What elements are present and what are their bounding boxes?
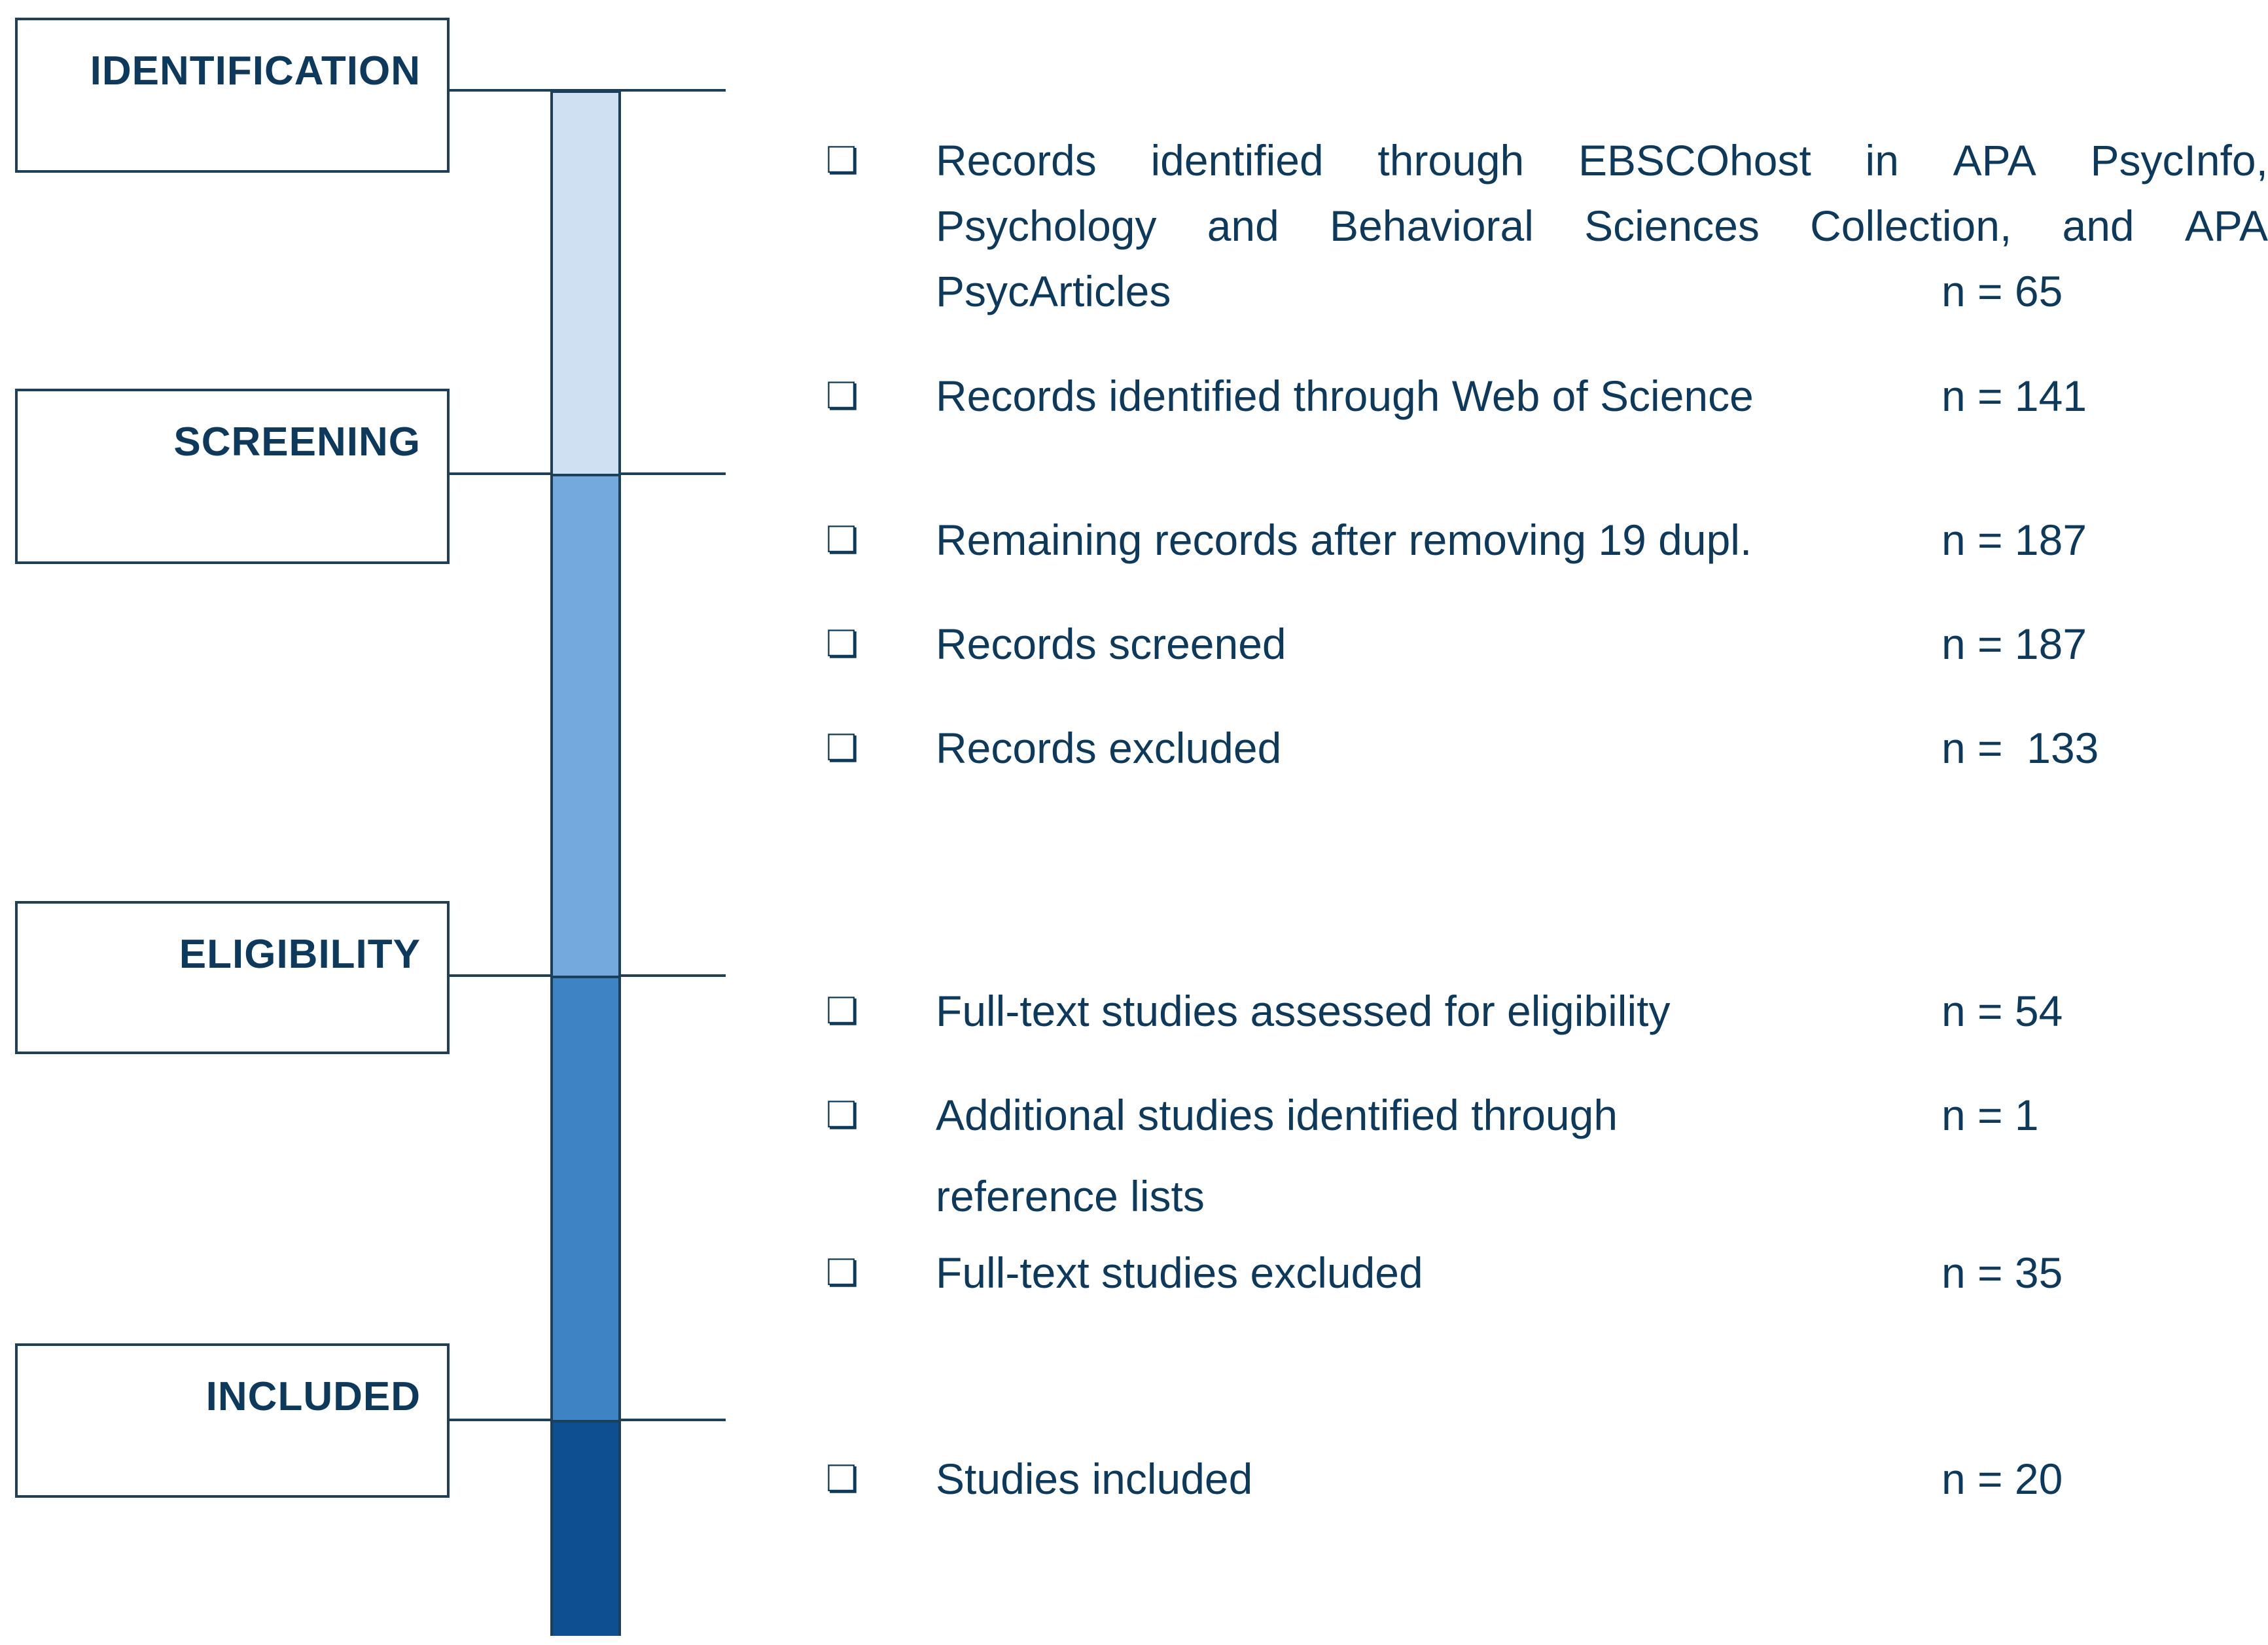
- item-count-studies-included: n = 20: [1941, 1455, 2063, 1503]
- item-count-additional-studies: n = 1: [1941, 1091, 2039, 1139]
- stage-box-screening: [15, 389, 450, 564]
- stage-label-identification: IDENTIFICATION: [90, 48, 421, 94]
- item-text-ebscohost: [936, 128, 2268, 324]
- item-text-records-screened: Records screened: [936, 620, 1286, 668]
- checkbox-icon: ❏: [826, 1458, 859, 1499]
- stage-box-eligibility: [15, 901, 450, 1054]
- item-text-full-text-assessed: Full-text studies assessed for eligibility: [936, 987, 1671, 1035]
- word: and: [1207, 202, 1279, 250]
- item-text-records-excluded: Records excluded: [936, 724, 1282, 772]
- checkbox-icon: ❏: [826, 990, 859, 1031]
- item-count-full-text-excluded: n = 35: [1941, 1248, 2063, 1297]
- word: in: [1865, 136, 1899, 185]
- stage-box-identification: [15, 18, 450, 173]
- text-line-1: [936, 128, 2268, 193]
- item-text-additional-studies: Additional studies identified through: [936, 1091, 1618, 1139]
- item-count-records-screened: n = 187: [1941, 620, 2087, 668]
- stage-label-eligibility: ELIGIBILITY: [179, 932, 421, 977]
- checkbox-icon: ❏: [826, 1252, 859, 1293]
- bar-segment-included: [550, 1420, 621, 1636]
- item-count-records-excluded: n = 133: [1941, 724, 2099, 772]
- text-line-3: [936, 258, 2268, 324]
- item-text-remaining-records: Remaining records after removing 19 dupl.: [936, 516, 1752, 564]
- checkbox-icon: ❏: [826, 139, 859, 181]
- word: PsycInfo,: [2090, 136, 2268, 185]
- word: identified: [1150, 136, 1324, 185]
- word: Psychology: [936, 202, 1157, 250]
- checkbox-icon: ❏: [826, 727, 859, 768]
- bar-segment-screening: [550, 474, 621, 976]
- stage-label-screening: SCREENING: [173, 419, 421, 465]
- stage-box-included: [15, 1343, 450, 1498]
- text-line-2: [936, 193, 2268, 258]
- item-count-ebscohost: n = 65: [1941, 267, 2063, 315]
- item-count-full-text-assessed: n = 54: [1941, 987, 2063, 1035]
- item-text-studies-included: Studies included: [936, 1455, 1253, 1503]
- word: PsycArticles: [936, 267, 1171, 315]
- word: and: [2062, 202, 2135, 250]
- bar-segment-eligibility: [550, 976, 621, 1420]
- checkbox-icon: ❏: [826, 623, 859, 664]
- item-text-additional-studies-line2: reference lists: [936, 1172, 1205, 1220]
- item-text-web-of-science: Records identified through Web of Science: [936, 372, 1754, 420]
- word: Behavioral: [1330, 202, 1534, 250]
- word: EBSCOhost: [1578, 136, 1811, 185]
- word: APA: [2184, 202, 2268, 250]
- item-count-remaining-records: n = 187: [1941, 516, 2087, 564]
- word: Collection,: [1810, 202, 2012, 250]
- item-count-web-of-science: n = 141: [1941, 372, 2087, 420]
- stage-label-included: INCLUDED: [205, 1374, 421, 1419]
- bar-segment-identification: [550, 90, 621, 474]
- checkbox-icon: ❏: [826, 1094, 859, 1135]
- word: Sciences: [1584, 202, 1760, 250]
- checkbox-icon: ❏: [826, 375, 859, 416]
- word: through: [1377, 136, 1525, 185]
- item-text-full-text-excluded: Full-text studies excluded: [936, 1248, 1423, 1297]
- word: APA: [1953, 136, 2036, 185]
- word: Records: [936, 136, 1097, 185]
- checkbox-icon: ❏: [826, 519, 859, 560]
